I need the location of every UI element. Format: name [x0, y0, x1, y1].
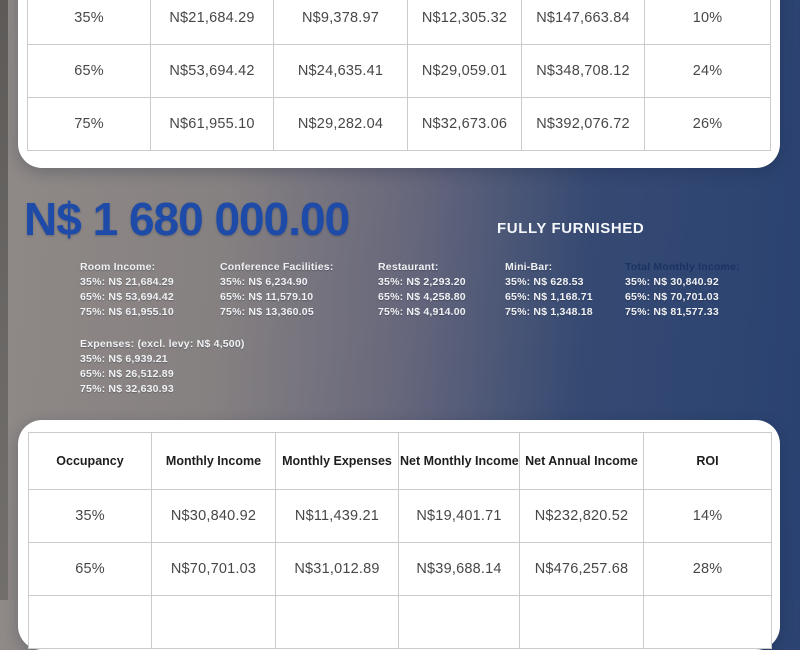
table-row — [29, 543, 772, 596]
income-column-title: Restaurant: — [378, 261, 439, 273]
table-row — [29, 596, 772, 649]
table-cell — [29, 596, 152, 649]
table-row — [28, 98, 771, 151]
income-line: 35%: N$ 6,234.90 — [220, 276, 308, 288]
header-row — [29, 433, 772, 490]
income-line: 75%: N$ 4,914.00 — [378, 306, 466, 318]
income-breakdown — [80, 260, 790, 330]
table-cell: N$11,439.21 — [276, 490, 399, 543]
expenses-line: 35%: N$ 6,939.21 — [80, 353, 168, 365]
income-line: 35%: N$ 2,293.20 — [378, 276, 466, 288]
expenses-title: Expenses: (excl. levy: N$ 4,500) — [80, 338, 245, 350]
income-column-title: Total Monthly Income: — [625, 261, 740, 273]
table-cell: N$31,012.89 — [276, 543, 399, 596]
table-cell: N$32,673.06 — [408, 98, 522, 151]
bottom-roi-table-card — [18, 420, 780, 650]
table-cell: 35% — [29, 490, 152, 543]
investment-table-top — [27, 0, 771, 151]
income-line: 65%: N$ 70,701.03 — [625, 291, 719, 303]
income-line: 75%: N$ 61,955.10 — [80, 306, 174, 318]
table-cell — [276, 596, 399, 649]
table-cell: 28% — [644, 543, 772, 596]
table-cell: N$476,257.68 — [520, 543, 644, 596]
table-cell: 35% — [28, 0, 151, 45]
table-cell: N$53,694.42 — [151, 45, 274, 98]
table-cell — [520, 596, 644, 649]
table-cell: N$392,076.72 — [522, 98, 645, 151]
table-cell: 26% — [645, 98, 771, 151]
table-cell: N$24,635.41 — [274, 45, 408, 98]
price-heading: N$ 1 680 000.00 — [24, 193, 350, 245]
income-column-title: Room Income: — [80, 261, 156, 273]
table-cell: N$12,305.32 — [408, 0, 522, 45]
table-cell: 65% — [29, 543, 152, 596]
income-column — [378, 260, 466, 320]
top-roi-table-card — [18, 0, 780, 168]
income-line: 35%: N$ 21,684.29 — [80, 276, 174, 288]
income-line: 65%: N$ 4,258.80 — [378, 291, 466, 303]
table-cell: N$39,688.14 — [399, 543, 520, 596]
income-line: 75%: N$ 1,348.18 — [505, 306, 593, 318]
income-line: 75%: N$ 13,360.05 — [220, 306, 314, 318]
table-cell: N$232,820.52 — [520, 490, 644, 543]
table-cell: N$29,059.01 — [408, 45, 522, 98]
left-edge-strip — [0, 0, 8, 600]
table-cell: 65% — [28, 45, 151, 98]
table-cell: N$70,701.03 — [152, 543, 276, 596]
income-column — [625, 260, 740, 320]
table-cell: N$147,663.84 — [522, 0, 645, 45]
expenses-block — [80, 337, 245, 397]
table-cell — [644, 596, 772, 649]
income-line: 65%: N$ 53,694.42 — [80, 291, 174, 303]
table-cell: N$19,401.71 — [399, 490, 520, 543]
column-header: Occupancy — [29, 433, 152, 490]
column-header: Monthly Income — [152, 433, 276, 490]
table-cell: N$30,840.92 — [152, 490, 276, 543]
table-cell: 24% — [645, 45, 771, 98]
table-row — [28, 45, 771, 98]
investment-table-bottom — [28, 432, 772, 649]
table-cell: N$29,282.04 — [274, 98, 408, 151]
income-column — [220, 260, 334, 320]
table-cell — [399, 596, 520, 649]
table-cell: 75% — [28, 98, 151, 151]
income-column — [80, 260, 174, 320]
column-header: Monthly Expenses — [276, 433, 399, 490]
table-cell: N$9,378.97 — [274, 0, 408, 45]
table-cell: N$348,708.12 — [522, 45, 645, 98]
income-column-title: Conference Facilities: — [220, 261, 334, 273]
column-header: ROI — [644, 433, 772, 490]
table-cell: 10% — [645, 0, 771, 45]
income-line: 35%: N$ 628.53 — [505, 276, 584, 288]
table-cell — [152, 596, 276, 649]
table-cell: N$21,684.29 — [151, 0, 274, 45]
income-column — [505, 260, 593, 320]
table-cell: N$61,955.10 — [151, 98, 274, 151]
column-header: Net Annual Income — [520, 433, 644, 490]
income-line: 75%: N$ 81,577.33 — [625, 306, 719, 318]
expenses-line: 65%: N$ 26,512.89 — [80, 368, 174, 380]
income-line: 65%: N$ 11,579.10 — [220, 291, 314, 303]
table-cell: 14% — [644, 490, 772, 543]
table-row — [29, 490, 772, 543]
column-header: Net Monthly Income — [399, 433, 520, 490]
income-line: 65%: N$ 1,168.71 — [505, 291, 593, 303]
table-row — [28, 0, 771, 45]
fully-furnished-tag: FULLY FURNISHED — [497, 220, 645, 237]
income-line: 35%: N$ 30,840.92 — [625, 276, 719, 288]
expenses-line: 75%: N$ 32,630.93 — [80, 383, 174, 395]
income-column-title: Mini-Bar: — [505, 261, 553, 273]
